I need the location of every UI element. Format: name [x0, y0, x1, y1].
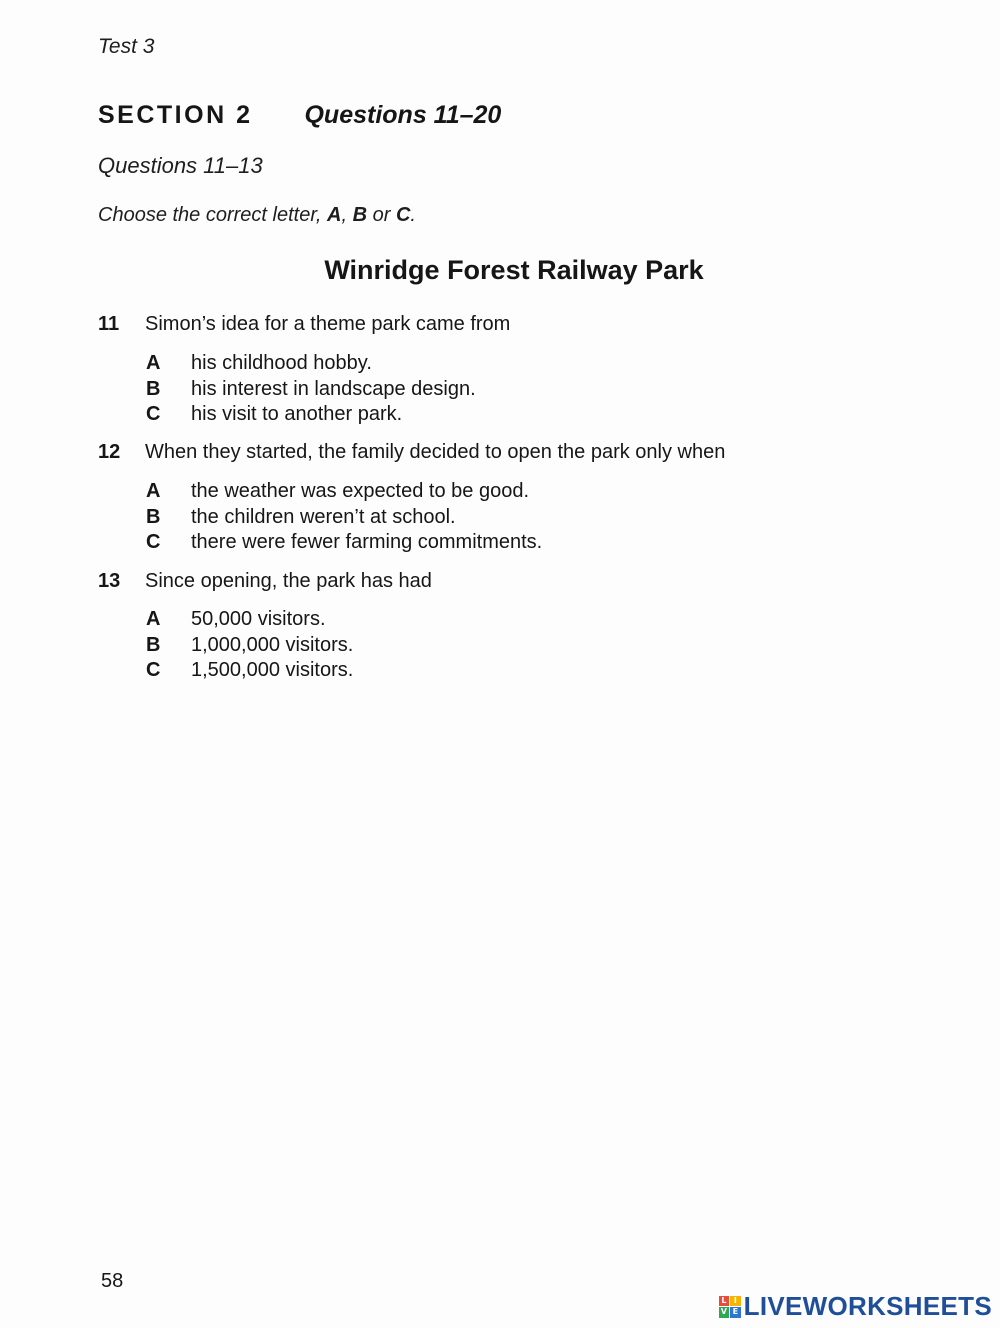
liveworksheets-logo-icon — [719, 1296, 741, 1318]
question-text: When they started, the family decided to open the park only when — [145, 441, 726, 463]
subsection-range: Questions 11–13 — [98, 153, 263, 178]
option-text: his visit to another park. — [191, 403, 403, 425]
option-text: the children weren’t at school. — [191, 505, 456, 528]
option-b[interactable] — [146, 633, 353, 659]
option-letter: C — [146, 659, 161, 681]
section-label: SECTION 2 — [98, 101, 253, 129]
question-13-options — [146, 607, 353, 684]
instruction-letter-a: A — [327, 204, 342, 226]
instruction-comma: , — [341, 204, 353, 226]
watermark-text: LIVEWORKSHEETS — [743, 1291, 992, 1321]
instruction-letter-c: C — [395, 204, 411, 226]
option-b[interactable] — [146, 505, 542, 531]
question-text: Simon’s idea for a theme park came from — [145, 313, 511, 335]
logo-tile: E — [730, 1307, 741, 1318]
liveworksheets-watermark — [719, 1291, 992, 1322]
instruction-letter-b: B — [352, 204, 368, 226]
instruction-prefix: Choose the correct letter, — [98, 204, 328, 226]
option-text: the weather was expected to be good. — [191, 480, 530, 502]
instruction-or: or — [367, 204, 396, 226]
instruction — [98, 204, 416, 227]
option-text: 1,000,000 visitors. — [191, 633, 354, 656]
option-text: 1,500,000 visitors. — [191, 659, 354, 681]
option-letter: C — [146, 403, 161, 425]
option-letter: C — [146, 531, 161, 553]
option-letter: A — [146, 608, 161, 630]
option-a[interactable] — [146, 607, 353, 633]
question-11-options — [146, 351, 476, 428]
page-number: 58 — [101, 1270, 124, 1292]
question-13 — [98, 570, 958, 593]
option-c[interactable] — [146, 658, 353, 684]
option-text: his childhood hobby. — [191, 352, 372, 374]
section-heading — [98, 101, 501, 130]
question-number: 11 — [98, 313, 120, 335]
question-number: 12 — [98, 441, 121, 463]
page-title: Winridge Forest Railway Park — [324, 255, 704, 285]
option-text: there were fewer farming commitments. — [191, 531, 543, 553]
logo-tile: I — [730, 1296, 741, 1307]
option-text: 50,000 visitors. — [191, 608, 326, 630]
option-letter: A — [146, 352, 161, 374]
option-c[interactable] — [146, 530, 542, 556]
option-letter: B — [146, 505, 161, 528]
option-letter: B — [146, 633, 161, 656]
option-c[interactable] — [146, 402, 476, 428]
option-text: his interest in landscape design. — [191, 377, 476, 400]
question-12 — [98, 441, 958, 464]
instruction-end: . — [410, 204, 416, 226]
option-letter: A — [146, 480, 161, 502]
option-a[interactable] — [146, 351, 476, 377]
option-a[interactable] — [146, 479, 542, 505]
question-11 — [98, 313, 958, 336]
question-12-options — [146, 479, 542, 556]
logo-tile: L — [719, 1296, 730, 1307]
section-questions-range: Questions 11–20 — [304, 101, 502, 129]
logo-tile: V — [719, 1307, 730, 1318]
question-number: 13 — [98, 570, 121, 592]
question-text: Since opening, the park has had — [145, 570, 432, 592]
option-b[interactable] — [146, 377, 476, 403]
option-letter: B — [146, 377, 161, 400]
test-label: Test 3 — [98, 35, 155, 58]
